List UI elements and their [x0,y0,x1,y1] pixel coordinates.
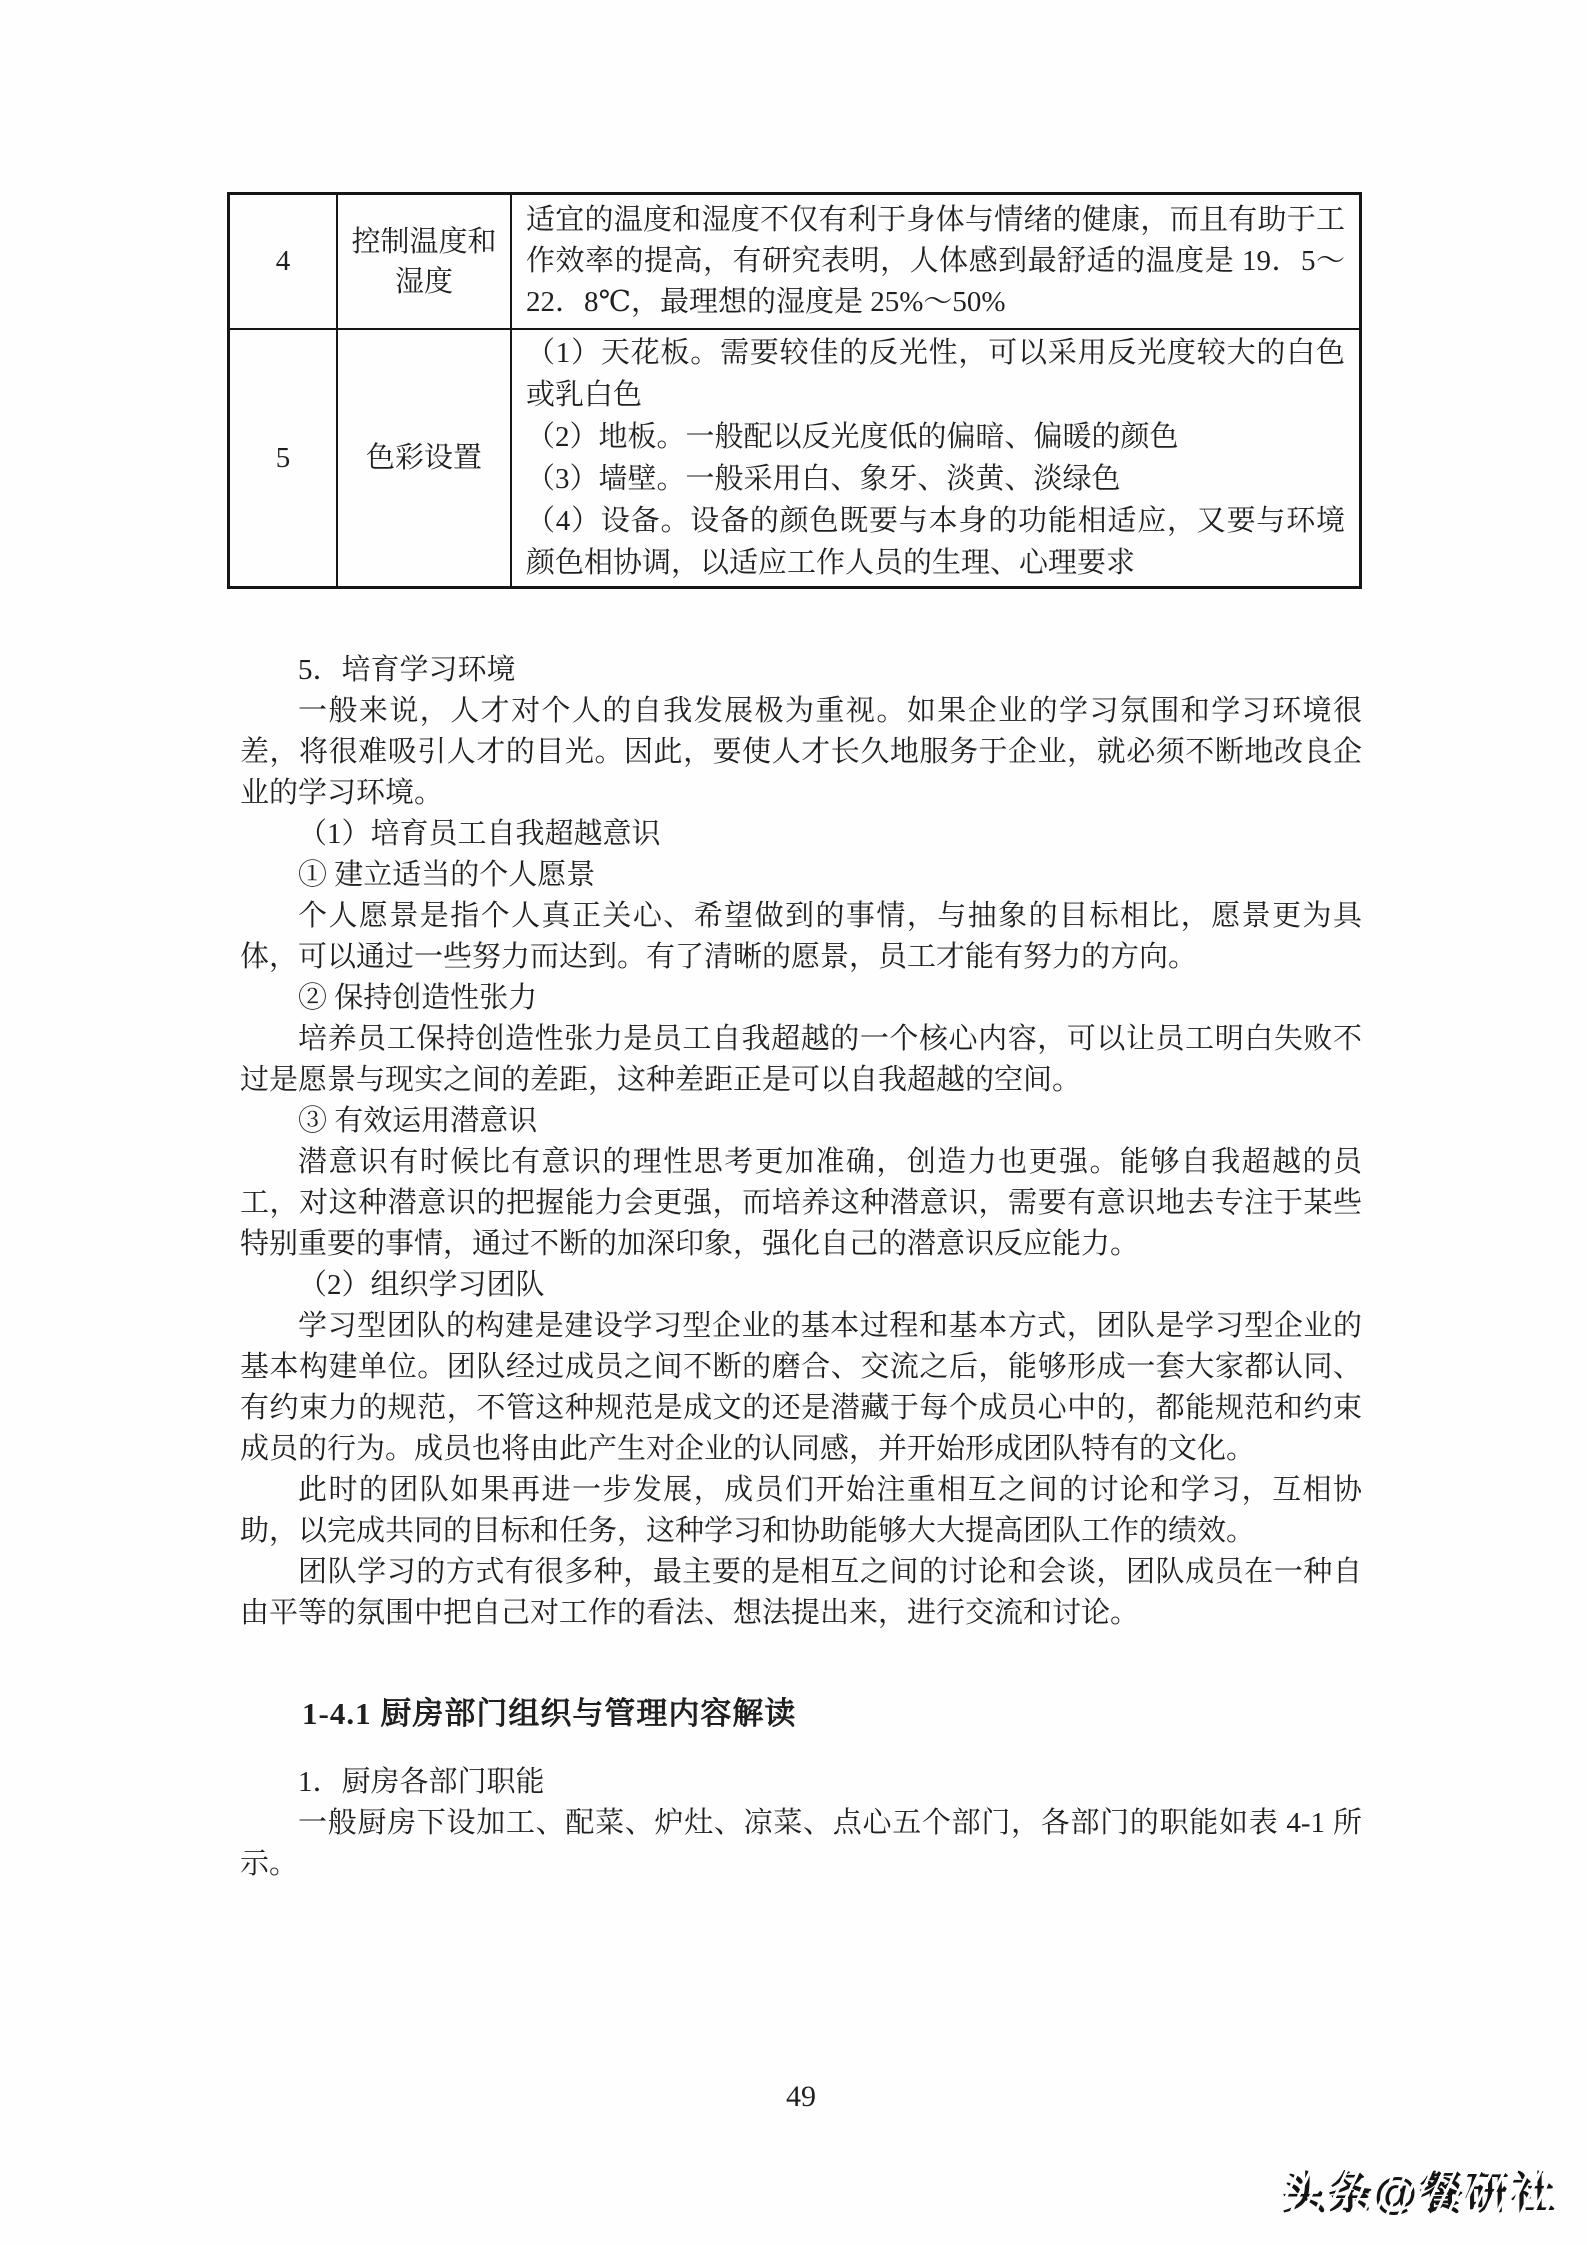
page-number: 49 [786,2080,816,2113]
paragraph: 团队学习的方式有很多种，最主要的是相互之间的讨论和会谈，团队成员在一种自由平等的氛围中把自己对工作的看法、想法提出来，进行交流和讨论。 [240,1556,1362,1629]
row-label-cell: 控制温度和湿度 [337,194,511,330]
paragraph: 培养员工保持创造性张力是员工自我超越的一个核心内容，可以让员工明白失败不过是愿景与现实之间的差距，这种差距正是可以自我超越的空间。 [240,1023,1362,1096]
watermark: 头条@餐研社 [1282,2157,1557,2221]
row-number-cell: 4 [229,194,338,330]
content-line: （1）天花板。需要较佳的反光性，可以采用反光度较大的白色或乳白色 [526,337,1345,411]
paragraph: 一般来说，人才对个人的自我发展极为重视。如果企业的学习氛围和学习环境很差，将很难吸引人才的目光。因此，要使人才长久地服务于企业，就必须不断地改良企业的学习环境。 [240,695,1362,809]
work-environment-table [227,192,1362,589]
sub-item-heading: （1）培育员工自我超越意识 [298,818,661,850]
table-row-5 [229,329,1361,588]
numbered-point: ① 建立适当的个人愿景 [298,859,596,891]
paragraph: 学习型团队的构建是建设学习型企业的基本过程和基本方式，团队是学习型企业的基本构建单位。团队经过成员之间不断的磨合、交流之后，能够形成一套大家都认同、有约束力的规范，不管这种规范是成文的还是潜藏于每个成员心中的，都能规范和约束成员的行为。成员也将由此产生对企业的认同感，并开始形成团队特有的文化。 [240,1310,1362,1465]
row-content-cell [511,329,1361,588]
sub-item-heading: （2）组织学习团队 [298,1269,545,1301]
content-line: （2）地板。一般配以反光度低的偏暗、偏暖的颜色 [526,421,1179,453]
list-item-heading: 1．厨房各部门职能 [298,1766,545,1798]
numbered-point: ② 保持创造性张力 [298,982,538,1014]
content-line: （3）墙壁。一般采用白、象牙、淡黄、淡绿色 [526,463,1121,495]
paragraph: 此时的团队如果再进一步发展，成员们开始注重相互之间的讨论和学习，互相协助，以完成共同的目标和任务，这种学习和协助能够大大提高团队工作的绩效。 [240,1474,1362,1547]
body-text-block-2 [240,1762,1362,1885]
table-row-4 [229,194,1361,330]
row-content-cell: 适宜的温度和湿度不仅有利于身体与情绪的健康，而且有助于工作效率的提高，有研究表明，人体感到最舒适的温度是 19．5～22．8℃，最理想的湿度是 25%～50% [511,194,1361,330]
row-label-cell: 色彩设置 [337,329,511,588]
content-line: （4）设备。设备的颜色既要与本身的功能相适应，又要与环境颜色相协调，以适应工作人员的生理、心理要求 [526,505,1345,579]
list-item-heading: 5．培育学习环境 [298,654,516,686]
row-number-cell: 5 [229,329,338,588]
numbered-point: ③ 有效运用潜意识 [298,1105,538,1137]
body-text-block [240,650,1362,1634]
paragraph: 个人愿景是指个人真正关心、希望做到的事情，与抽象的目标相比，愿景更为具体，可以通过一些努力而达到。有了清晰的愿景，员工才能有努力的方向。 [240,900,1362,973]
paragraph: 一般厨房下设加工、配菜、炉灶、凉菜、点心五个部门，各部门的职能如表 4-1 所示。 [240,1807,1362,1880]
paragraph: 潜意识有时候比有意识的理性思考更加准确，创造力也更强。能够自我超越的员工，对这种潜意识的把握能力会更强，而培养这种潜意识，需要有意识地去专注于某些特别重要的事情，通过不断的加深印象，强化自己的潜意识反应能力。 [240,1146,1362,1260]
section-heading: 1-4.1 厨房部门组织与管理内容解读 [302,1696,797,1731]
